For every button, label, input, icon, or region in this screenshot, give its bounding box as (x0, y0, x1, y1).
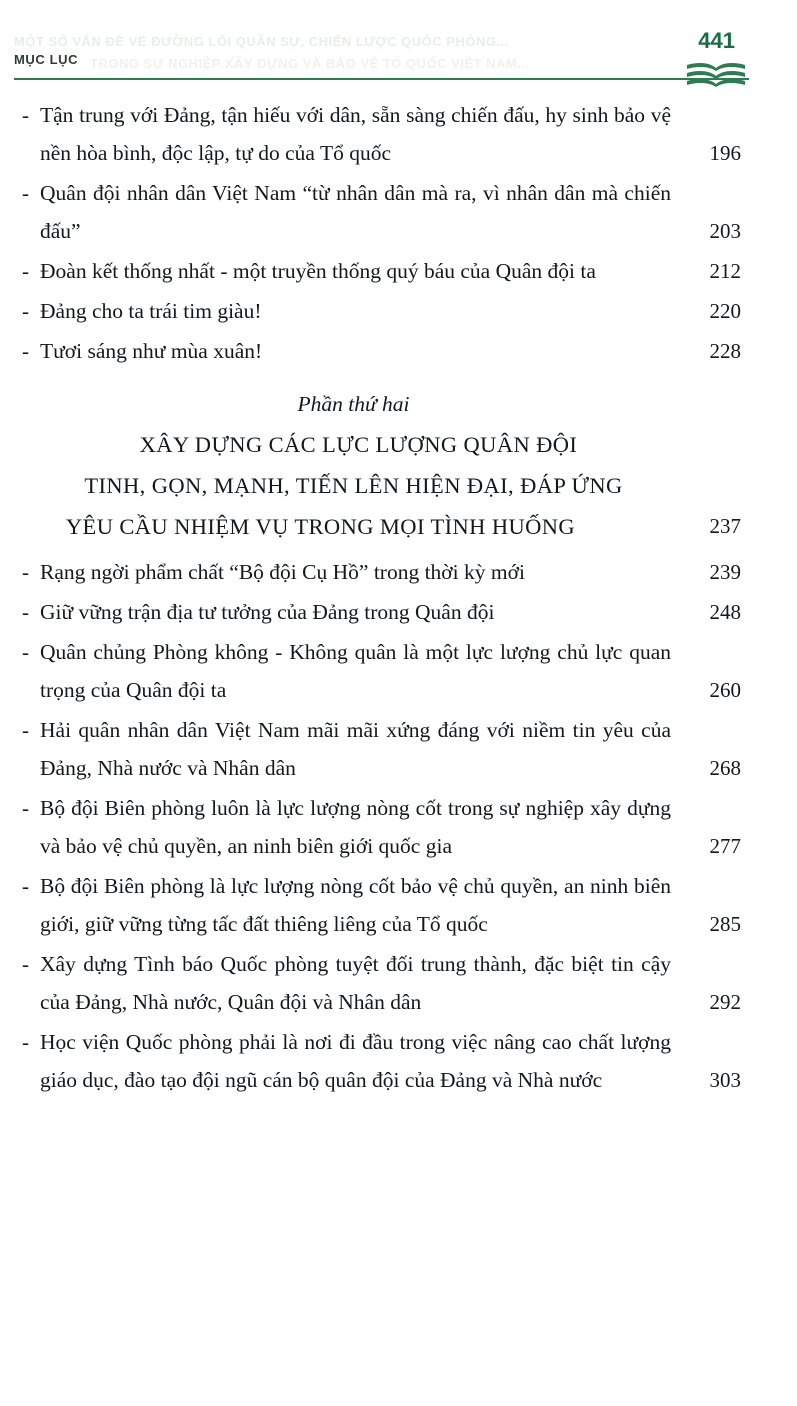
bullet-icon: - (22, 259, 29, 283)
part-title-line-2: TINH, GỌN, MẠNH, TIẾN LÊN HIỆN ĐẠI, ĐÁP ỨNG (84, 473, 623, 498)
toc-entry-title: Bộ đội Biên phòng là lực lượng nòng cốt bảo vệ chủ quyền, an ninh biên giới, giữ vững từng tấc đất thiêng liêng của Tổ quốc (40, 874, 671, 936)
toc-entry-title: Đoàn kết thống nhất - một truyền thống quý báu của Quân đội ta (40, 259, 596, 283)
bullet-icon: - (22, 1030, 29, 1054)
toc-entry-title: Tận trung với Đảng, tận hiếu với dân, sẵn sàng chiến đấu, hy sinh bảo vệ nền hòa bình, độc lập, tự do của Tổ quốc (40, 103, 671, 165)
toc-entry-page: 303 (709, 1068, 741, 1092)
header-ghost-line-1: MỘT SỐ VẤN ĐỀ VỀ ĐƯỜNG LỐI QUÂN SỰ, CHIẾN LƯỢC QUỐC PHÒNG... (14, 34, 509, 49)
bullet-icon: - (22, 952, 29, 976)
bullet-icon: - (22, 796, 29, 820)
list-item[interactable] (22, 252, 741, 290)
list-item[interactable] (22, 553, 741, 591)
list-item[interactable] (22, 593, 741, 631)
bullet-icon: - (22, 600, 29, 624)
list-item[interactable] (22, 332, 741, 370)
toc-entry-page: 196 (709, 141, 741, 165)
bullet-icon: - (22, 103, 29, 127)
toc-entry-title: Quân đội nhân dân Việt Nam “từ nhân dân mà ra, vì nhân dân mà chiến đấu” (40, 181, 671, 243)
toc-entry-page: 292 (709, 990, 741, 1014)
toc-entry-page: 203 (709, 219, 741, 243)
list-item[interactable] (22, 174, 741, 250)
toc-entry-title: Giữ vững trận địa tư tưởng của Đảng trong Quân đội (40, 600, 495, 624)
toc-entry-page: 277 (709, 834, 741, 858)
part-page: 237 (709, 514, 741, 538)
toc-entry-title: Xây dựng Tình báo Quốc phòng tuyệt đối trung thành, đặc biệt tin cậy của Đảng, Nhà nước, Quân đội và Nhân dân (40, 952, 671, 1014)
list-item[interactable] (22, 96, 741, 172)
toc-entry-page: 212 (709, 259, 741, 283)
toc-entry-title: Học viện Quốc phòng phải là nơi đi đầu trong việc nâng cao chất lượng giáo dục, đào tạo đội ngũ cán bộ quân đội của Đảng và Nhà nước (40, 1030, 671, 1092)
bullet-icon: - (22, 718, 29, 742)
list-item[interactable] (22, 633, 741, 709)
part-title-line-1: XÂY DỰNG CÁC LỰC LƯỢNG QUÂN ĐỘI (139, 432, 578, 457)
bullet-icon: - (22, 181, 29, 205)
part-heading (22, 384, 741, 547)
toc-entry-title: Đảng cho ta trái tim giàu! (40, 299, 262, 323)
toc-entry-page: 268 (709, 756, 741, 780)
header-ghost-line-2: TRONG SỰ NGHIỆP XÂY DỰNG VÀ BẢO VỆ TỔ QUỐC VIỆT NAM... (90, 56, 530, 71)
list-item[interactable] (22, 711, 741, 787)
toc-entry-page: 220 (709, 299, 741, 323)
bullet-icon: - (22, 640, 29, 664)
list-item[interactable] (22, 945, 741, 1021)
bullet-icon: - (22, 560, 29, 584)
toc-entry-title: Quân chủng Phòng không - Không quân là một lực lượng chủ lực quan trọng của Quân đội ta (40, 640, 671, 702)
running-head: MỤC LỤC (14, 52, 79, 67)
toc-entry-title: Rạng ngời phẩm chất “Bộ đội Cụ Hồ” trong thời kỳ mới (40, 560, 525, 584)
header-divider (14, 78, 749, 80)
list-item[interactable] (22, 1023, 741, 1099)
toc-entry-page: 228 (709, 339, 741, 363)
list-item[interactable] (22, 789, 741, 865)
list-item[interactable] (22, 292, 741, 330)
bullet-icon: - (22, 299, 29, 323)
toc-entry-title: Hải quân nhân dân Việt Nam mãi mãi xứng đáng với niềm tin yêu của Đảng, Nhà nước và Nhân dân (40, 718, 671, 780)
page-number: 441 (698, 28, 735, 53)
bullet-icon: - (22, 339, 29, 363)
toc-entry-page: 248 (709, 600, 741, 624)
part-title-line-3: YÊU CẦU NHIỆM VỤ TRONG MỌI TÌNH HUỐNG (65, 514, 576, 539)
toc-entry-page: 285 (709, 912, 741, 936)
page-header (0, 0, 797, 96)
part-label: Phần thứ hai (297, 392, 410, 416)
toc-entry-page: 239 (709, 560, 741, 584)
toc-entry-title: Bộ đội Biên phòng luôn là lực lượng nòng cốt trong sự nghiệp xây dựng và bảo vệ chủ quyền, an ninh biên giới quốc gia (40, 796, 671, 858)
toc-entry-title: Tươi sáng như mùa xuân! (40, 339, 263, 363)
list-item[interactable] (22, 867, 741, 943)
table-of-contents (0, 96, 797, 1099)
toc-entry-page: 260 (709, 678, 741, 702)
bullet-icon: - (22, 874, 29, 898)
